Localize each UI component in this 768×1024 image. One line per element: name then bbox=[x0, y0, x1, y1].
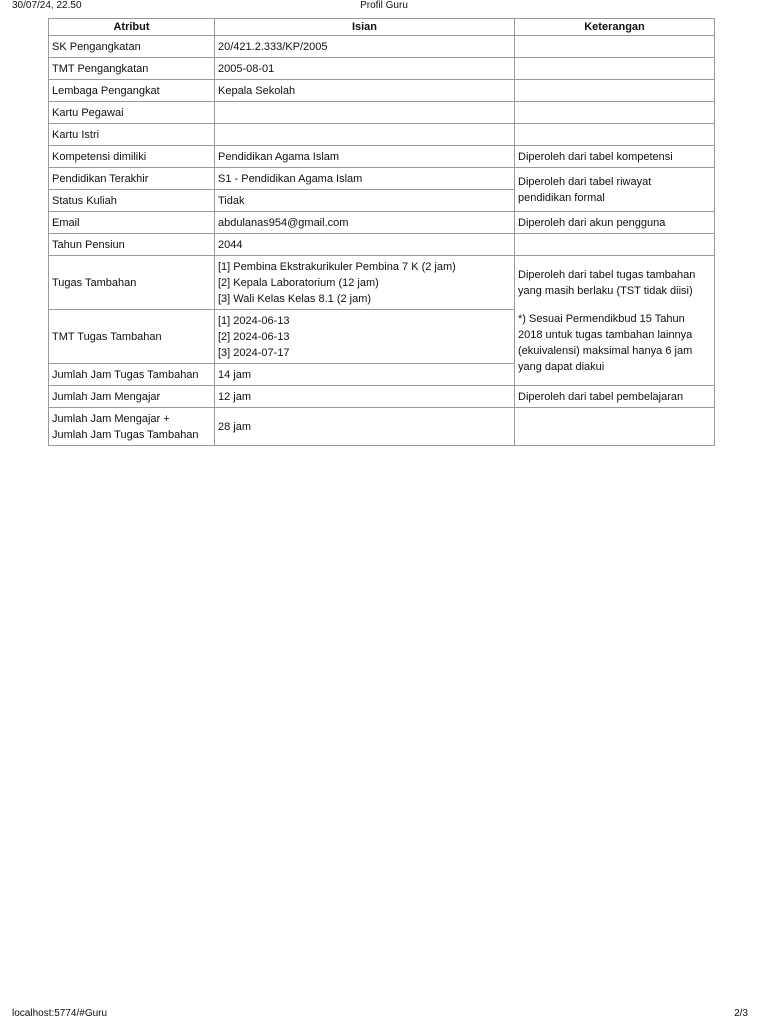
row-label: Jumlah Jam Tugas Tambahan bbox=[49, 364, 215, 386]
row-value: 20/421.2.333/KP/2005 bbox=[215, 36, 515, 58]
row-label: Tugas Tambahan bbox=[49, 256, 215, 310]
row-value: Kepala Sekolah bbox=[215, 80, 515, 102]
row-value bbox=[215, 256, 515, 310]
tugas-item: [2] Kepala Laboratorium (12 jam) bbox=[218, 276, 379, 289]
row-label: Kompetensi dimiliki bbox=[49, 146, 215, 168]
row-label: Kartu Pegawai bbox=[49, 102, 215, 124]
tugas-item: [3] Wali Kelas Kelas 8.1 (2 jam) bbox=[218, 292, 372, 305]
row-label: SK Pengangkatan bbox=[49, 36, 215, 58]
row-note bbox=[515, 102, 715, 124]
row-value: 12 jam bbox=[215, 386, 515, 408]
row-note: Diperoleh dari tabel kompetensi bbox=[515, 146, 715, 168]
row-label: Jumlah Jam Mengajar bbox=[49, 386, 215, 408]
table-row bbox=[49, 256, 715, 310]
row-label: Tahun Pensiun bbox=[49, 234, 215, 256]
tmt-item: [1] 2024-06-13 bbox=[218, 314, 290, 327]
row-note bbox=[515, 234, 715, 256]
table-header-row bbox=[49, 19, 715, 36]
row-value: S1 - Pendidikan Agama Islam bbox=[215, 168, 515, 190]
row-label: Status Kuliah bbox=[49, 190, 215, 212]
tmt-item: [2] 2024-06-13 bbox=[218, 330, 290, 343]
note-tugas-source: Diperoleh dari tabel tugas tambahan yang masih berlaku (TST tidak diisi) bbox=[518, 268, 696, 297]
row-note bbox=[515, 36, 715, 58]
table-row bbox=[49, 146, 715, 168]
label-line: Jumlah Jam Tugas Tambahan bbox=[52, 428, 199, 441]
table-row bbox=[49, 168, 715, 190]
row-label bbox=[49, 408, 215, 446]
row-label: TMT Pengangkatan bbox=[49, 58, 215, 80]
tmt-item: [3] 2024-07-17 bbox=[218, 346, 290, 359]
table-row bbox=[49, 36, 715, 58]
row-label: TMT Tugas Tambahan bbox=[49, 310, 215, 364]
row-label: Lembaga Pengangkat bbox=[49, 80, 215, 102]
row-value: abdulanas954@gmail.com bbox=[215, 212, 515, 234]
print-header bbox=[0, 0, 768, 14]
profil-guru-table bbox=[48, 18, 715, 446]
table-row bbox=[49, 58, 715, 80]
tugas-item: [1] Pembina Ekstrakurikuler Pembina 7 K (2 jam) bbox=[218, 260, 456, 273]
page-number: 2/3 bbox=[734, 1008, 748, 1019]
row-value: 28 jam bbox=[215, 408, 515, 446]
row-note bbox=[515, 408, 715, 446]
print-footer bbox=[0, 1008, 768, 1024]
table-row bbox=[49, 212, 715, 234]
row-value: Tidak bbox=[215, 190, 515, 212]
header-keterangan: Keterangan bbox=[515, 19, 715, 36]
row-value bbox=[215, 102, 515, 124]
note-permendikbud: *) Sesuai Permendikbud 15 Tahun 2018 untuk tugas tambahan lainnya (ekuivalensi) maksimal hanya 6 jam yang dapat diakui bbox=[518, 312, 693, 373]
row-note bbox=[515, 168, 715, 212]
print-date: 30/07/24, 22.50 bbox=[12, 0, 82, 11]
note-line: Diperoleh dari tabel riwayat bbox=[518, 175, 652, 188]
table-row bbox=[49, 124, 715, 146]
note-gap bbox=[518, 299, 711, 311]
row-value: 2005-08-01 bbox=[215, 58, 515, 80]
row-label: Kartu Istri bbox=[49, 124, 215, 146]
row-note: Diperoleh dari akun pengguna bbox=[515, 212, 715, 234]
page-url: localhost:5774/#Guru bbox=[12, 1008, 108, 1019]
table-row bbox=[49, 234, 715, 256]
header-isian: Isian bbox=[215, 19, 515, 36]
header-atribut: Atribut bbox=[49, 19, 215, 36]
row-note bbox=[515, 124, 715, 146]
row-value: 2044 bbox=[215, 234, 515, 256]
row-value bbox=[215, 310, 515, 364]
table-row bbox=[49, 408, 715, 446]
page-title: Profil Guru bbox=[360, 0, 408, 11]
row-label: Email bbox=[49, 212, 215, 234]
table-row bbox=[49, 102, 715, 124]
row-note: Diperoleh dari tabel pembelajaran bbox=[515, 386, 715, 408]
row-note bbox=[515, 256, 715, 386]
row-value bbox=[215, 124, 515, 146]
table-row bbox=[49, 386, 715, 408]
table-row bbox=[49, 80, 715, 102]
row-value: Pendidikan Agama Islam bbox=[215, 146, 515, 168]
row-value: 14 jam bbox=[215, 364, 515, 386]
row-note bbox=[515, 80, 715, 102]
label-line: Jumlah Jam Mengajar + bbox=[52, 412, 170, 425]
row-note bbox=[515, 58, 715, 80]
note-line: pendidikan formal bbox=[518, 191, 605, 204]
row-label: Pendidikan Terakhir bbox=[49, 168, 215, 190]
